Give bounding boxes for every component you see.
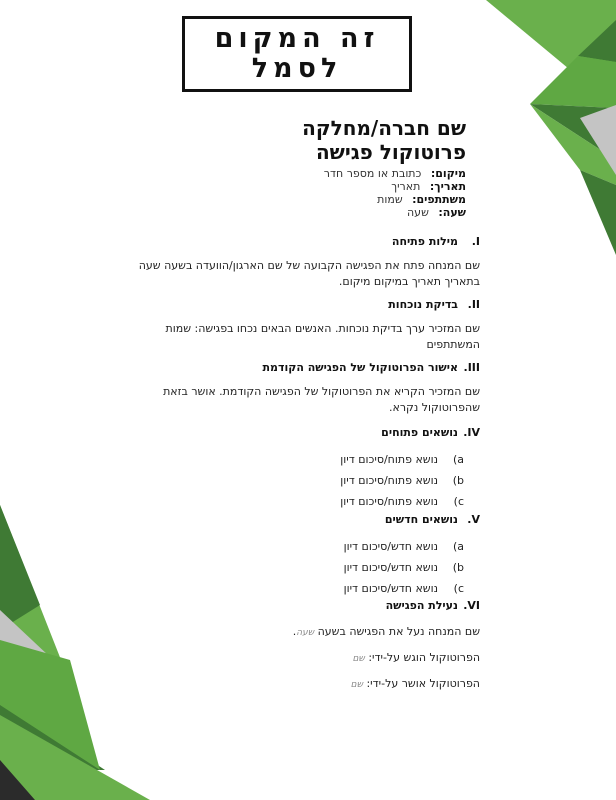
section-number: II. [467,298,480,311]
item-letter: a) [452,453,464,466]
name-placeholder: שם [350,680,363,690]
item-letter: c) [453,582,464,595]
list-item [120,536,480,557]
list-item [120,557,480,578]
item-text: נושא חדש/סיכום דיון [343,582,438,595]
section-opening [120,235,480,290]
list-item [120,578,480,599]
item-letter: c) [453,495,464,508]
closing-line [120,624,480,641]
list-item [120,449,480,470]
closing-text: שם המנחה נעל את הפגישה בשעה [317,625,480,638]
section-number: I. [471,235,480,248]
logo-line-2: לסמל [251,53,343,84]
section-attendance [120,298,480,353]
meta-value: שעה [407,206,429,219]
approved-by-label: הפרוטוקול אושר על-ידי: [366,677,480,690]
section-title: אישור הפרוטוקול של הפגישה הקודמת [262,361,458,374]
closing-period: . [292,625,297,638]
section-title: נעילת הפגישה [385,599,458,612]
section-number: III. [463,361,480,374]
meta-label: תאריך: [429,180,466,193]
meta-label: שעה: [438,206,466,219]
meta-value: תאריך [391,180,421,193]
item-letter: a) [452,540,464,553]
name-placeholder: שם [352,654,365,664]
item-text: נושא פתוח/סיכום דיון [340,474,438,487]
company-name: שם חברה/מחלקה [302,116,466,140]
section-closing [120,599,480,702]
section-number: V. [467,513,480,526]
meta-value: שמות [377,193,403,206]
section-title: נושאים חדשים [384,513,458,526]
section-open-issues [120,426,480,512]
item-text: נושא פתוח/סיכום דיון [340,453,438,466]
item-text: נושא חדש/סיכום דיון [343,540,438,553]
list-item [120,491,480,512]
section-title: בדיקת נוכחות [388,298,458,311]
meta-location [146,167,466,180]
section-title: מילות פתיחה [391,235,458,248]
meta-label: מיקום: [430,167,466,180]
document-title: פרוטוקול פגישה [315,140,466,164]
section-title: נושאים פתוחים [381,426,458,439]
time-placeholder: שעה [296,628,315,638]
item-letter: b) [452,561,464,574]
meta-label: משתתפים: [412,193,466,206]
meta-participants [146,193,466,206]
section-number: IV. [463,426,480,439]
approved-by-line [120,676,480,693]
section-new-issues [120,513,480,599]
section-number: VI. [463,599,480,612]
list-item [120,470,480,491]
logo-line-1: זה המקום [214,23,380,54]
meta-value: כתובת או מספר חדר [323,167,422,180]
meta-time [146,206,466,219]
meta-date [146,180,466,193]
submitted-by-label: הפרוטוקול הוגש על-ידי: [368,651,480,664]
item-text: נושא חדש/סיכום דיון [343,561,438,574]
logo-placeholder [182,16,412,92]
section-body: שם המזכיר ערך בדיקת נוכחות. האנשים הבאים נכחו בפגישה: שמות המשתתפים [165,322,480,351]
section-body: שם המנחה פתח את הפגישה הקבועה של שם הארגון/הוועדה בשעה שעה בתאריך תאריך במיקום מיקום. [138,259,480,288]
item-letter: b) [452,474,464,487]
item-text: נושא פתוח/סיכום דיון [340,495,438,508]
submitted-by-line [120,650,480,667]
document-header [146,116,466,219]
section-approval [120,361,480,416]
section-body: שם המזכיר הקריא את הפרוטוקול של הפגישה הקודמת. אושר בזאת שהפרוטוקול נקרא. [163,385,480,414]
